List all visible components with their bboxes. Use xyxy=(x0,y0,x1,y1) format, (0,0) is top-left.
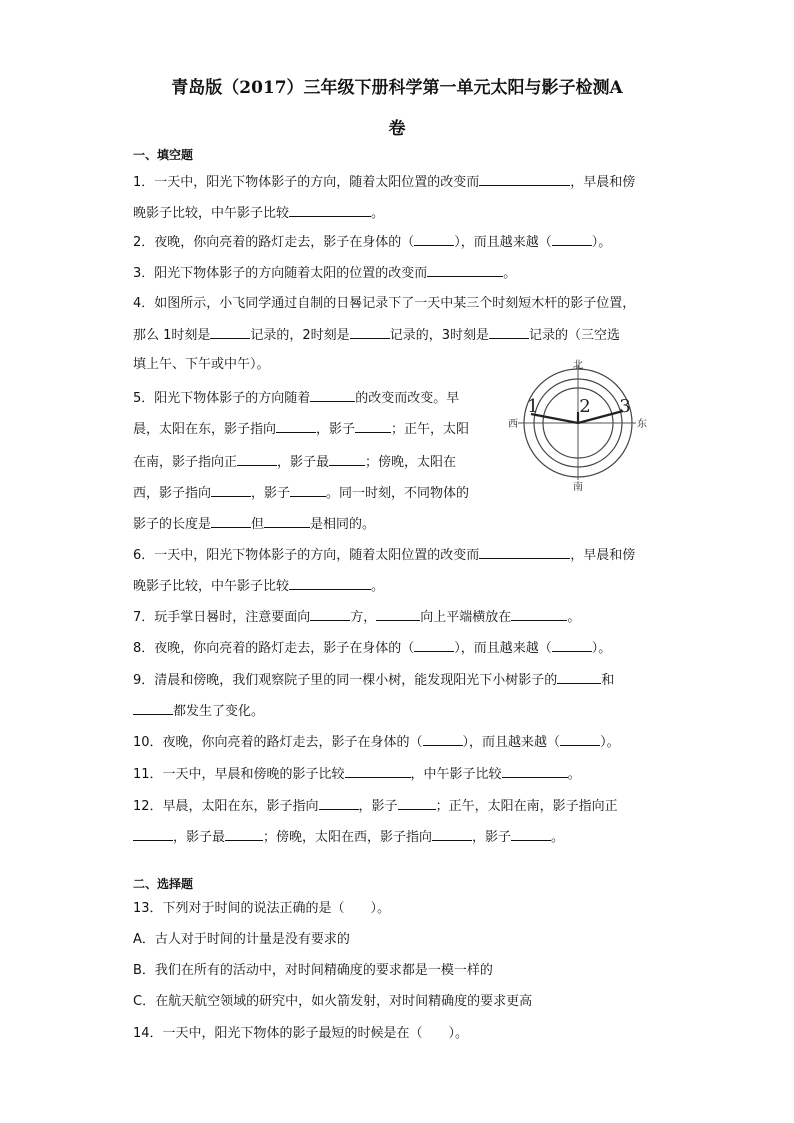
answer-blank[interactable] xyxy=(511,608,567,621)
q11-text-a: 11．一天中，早晨和傍晚的影子比较 xyxy=(133,767,345,782)
q5-text-j: ，影子 xyxy=(251,486,291,501)
q5-text-g: ，影子最 xyxy=(277,455,330,470)
answer-blank[interactable] xyxy=(479,173,570,186)
question-9-line1 xyxy=(133,671,614,690)
answer-blank[interactable] xyxy=(557,671,601,684)
question-5-line5 xyxy=(133,515,375,534)
answer-blank[interactable] xyxy=(560,733,600,746)
q7-text-d: 。 xyxy=(567,610,581,625)
answer-blank[interactable] xyxy=(432,828,472,841)
q6-text-d: 。 xyxy=(371,579,385,594)
q1-text-a: 1．一天中，阳光下物体影子的方向，随着太阳位置的改变而 xyxy=(133,175,480,190)
q5-text-c: 晨，太阳在东，影子指向 xyxy=(133,422,277,437)
q2-text-a: 2．夜晚，你向亮着的路灯走去，影子在身体的（ xyxy=(133,235,415,250)
question-5-line4 xyxy=(133,484,469,503)
answer-blank[interactable] xyxy=(133,828,173,841)
q6-text-b: ，早晨和傍 xyxy=(570,548,636,563)
q1-text-b: ，早晨和傍 xyxy=(570,175,636,190)
question-1-line2 xyxy=(133,204,384,223)
q8-text-c: ）。 xyxy=(591,641,612,656)
q6-text-a: 6．一天中，阳光下物体影子的方向，随着太阳位置的改变而 xyxy=(133,548,480,563)
q1-text-c: 晚影子比较，中午影子比较 xyxy=(133,206,290,221)
label-west: 西 xyxy=(508,419,518,430)
answer-blank[interactable] xyxy=(414,639,454,652)
q4-text-b: 那么 1时刻是 xyxy=(133,328,211,343)
question-4-line2 xyxy=(133,326,620,345)
mark-1: 1 xyxy=(527,396,539,417)
answer-blank[interactable] xyxy=(511,828,551,841)
answer-blank[interactable] xyxy=(276,420,316,433)
answer-blank[interactable] xyxy=(350,326,390,339)
question-13-option-a[interactable]: A．古人对于时间的计量是没有要求的 xyxy=(133,932,350,947)
answer-blank[interactable] xyxy=(414,233,454,246)
q12-text-a: 12．早晨，太阳在东，影子指向 xyxy=(133,799,319,814)
mark-2: 2 xyxy=(579,396,591,417)
q12-text-f: ，影子 xyxy=(472,830,512,845)
question-1-line1 xyxy=(133,173,635,192)
section2-heading: 二、选择题 xyxy=(133,877,194,891)
question-10 xyxy=(133,733,620,752)
q10-text-a: 10．夜晚，你向亮着的路灯走去，影子在身体的（ xyxy=(133,735,423,750)
q12-text-c: ；正午，太阳在南，影子指向正 xyxy=(435,799,618,814)
q5-text-m: 但 xyxy=(251,517,265,532)
q2-text-b: ），而且越来越（ xyxy=(454,235,552,250)
answer-blank[interactable] xyxy=(211,484,251,497)
question-9-line2 xyxy=(133,702,264,721)
label-south: 南 xyxy=(573,482,583,493)
answer-blank[interactable] xyxy=(376,608,420,621)
q5-text-d: ，影子 xyxy=(316,422,356,437)
question-13: 13．下列对于时间的说法正确的是（ ）。 xyxy=(133,901,391,916)
question-3 xyxy=(133,264,516,283)
question-11 xyxy=(133,765,581,784)
answer-blank[interactable] xyxy=(289,204,371,217)
q7-text-b: 方， xyxy=(350,610,377,625)
mark-3: 3 xyxy=(619,396,631,417)
answer-blank[interactable] xyxy=(355,420,391,433)
q9-text-c: 都发生了变化。 xyxy=(173,704,265,719)
question-2 xyxy=(133,233,611,252)
answer-blank[interactable] xyxy=(310,389,355,402)
question-12-line1 xyxy=(133,797,618,816)
answer-blank[interactable] xyxy=(290,484,326,497)
q12-text-g: 。 xyxy=(551,830,565,845)
q1-text-d: 。 xyxy=(371,206,385,221)
q4-text-f: 填上午、下午或中午）。 xyxy=(133,357,270,372)
answer-blank[interactable] xyxy=(329,453,365,466)
question-5-line2 xyxy=(133,420,469,439)
sundial-diagram xyxy=(500,356,670,496)
question-7 xyxy=(133,608,580,627)
answer-blank[interactable] xyxy=(319,797,359,810)
q8-text-b: ），而且越来越（ xyxy=(454,641,552,656)
answer-blank[interactable] xyxy=(552,233,592,246)
document-title-line2: 卷 xyxy=(388,119,406,139)
q3-text-a: 3．阳光下物体影子的方向随着太阳的位置的改变而 xyxy=(133,266,428,281)
q4-text-c: 记录的，2时刻是 xyxy=(250,328,350,343)
answer-blank[interactable] xyxy=(552,639,592,652)
answer-blank[interactable] xyxy=(225,828,263,841)
label-north: 北 xyxy=(573,360,583,371)
answer-blank[interactable] xyxy=(289,577,371,590)
answer-blank[interactable] xyxy=(210,326,250,339)
q12-text-d: ，影子最 xyxy=(173,830,226,845)
q8-text-a: 8．夜晚，你向亮着的路灯走去，影子在身体的（ xyxy=(133,641,415,656)
q5-text-i: 西，影子指向 xyxy=(133,486,212,501)
q3-text-b: 。 xyxy=(503,266,517,281)
q10-text-c: ）。 xyxy=(600,735,620,750)
answer-blank[interactable] xyxy=(479,546,570,559)
question-5-line3 xyxy=(133,453,456,472)
answer-blank[interactable] xyxy=(264,515,310,528)
q5-text-h: ；傍晚，太阳在 xyxy=(365,455,457,470)
answer-blank[interactable] xyxy=(211,515,251,528)
q5-text-n: 是相同的。 xyxy=(310,517,376,532)
q4-text-e: 记录的（三空选 xyxy=(528,328,620,343)
answer-blank[interactable] xyxy=(423,733,463,746)
answer-blank[interactable] xyxy=(310,608,350,621)
q7-text-c: 向上平端横放在 xyxy=(420,610,512,625)
answer-blank[interactable] xyxy=(237,453,277,466)
q5-text-k: 。同一时刻，不同物体的 xyxy=(326,486,470,501)
answer-blank[interactable] xyxy=(398,797,436,810)
q11-text-b: ，中午影子比较 xyxy=(410,767,502,782)
section1-heading: 一、填空题 xyxy=(133,148,194,162)
question-4-line1 xyxy=(133,295,635,313)
q5-text-f: 在南，影子指向正 xyxy=(133,455,238,470)
answer-blank[interactable] xyxy=(502,765,568,778)
question-5-line1 xyxy=(133,389,459,408)
q9-text-a: 9．清晨和傍晚，我们观察院子里的同一棵小树，能发现阳光下小树影子的 xyxy=(133,673,558,688)
question-6-line1 xyxy=(133,546,635,565)
answer-blank[interactable] xyxy=(427,264,503,277)
q10-text-b: ），而且越来越（ xyxy=(462,735,561,750)
question-13-option-b[interactable]: B．我们在所有的活动中，对时间精确度的要求都是一模一样的 xyxy=(133,963,493,978)
question-13-option-c[interactable]: C．在航天航空领域的研究中，如火箭发射，对时间精确度的要求更高 xyxy=(133,994,533,1009)
q5-text-b: 的改变而改变。早 xyxy=(355,391,460,406)
question-6-line2 xyxy=(133,577,384,596)
q5-text-l: 影子的长度是 xyxy=(133,517,212,532)
question-8 xyxy=(133,639,611,658)
q12-text-b: ，影子 xyxy=(358,799,398,814)
q7-text-a: 7．玩手掌日晷时，注意要面向 xyxy=(133,610,311,625)
q5-text-a: 5．阳光下物体影子的方向随着 xyxy=(133,391,311,406)
answer-blank[interactable] xyxy=(133,702,173,715)
answer-blank[interactable] xyxy=(345,765,411,778)
q5-text-e: ；正午，太阳 xyxy=(391,422,470,437)
q9-text-b: 和 xyxy=(601,673,615,688)
document-title-line1: 青岛版（2017）三年级下册科学第一单元太阳与影子检测A xyxy=(171,78,623,98)
sundial-svg xyxy=(500,356,670,496)
q4-text-d: 记录的，3时刻是 xyxy=(389,328,489,343)
question-14: 14．一天中，阳光下物体的影子最短的时候是在（ ）。 xyxy=(133,1026,469,1041)
question-4-line3 xyxy=(133,356,270,374)
q11-text-c: 。 xyxy=(567,767,581,782)
label-east: 东 xyxy=(637,419,647,430)
q12-text-e: ；傍晚，太阳在西，影子指向 xyxy=(263,830,433,845)
q4-text-a: 4．如图所示，小飞同学通过自制的日晷记录下了一天中某三个时刻短木杆的影子位置， xyxy=(133,296,636,311)
question-12-line2 xyxy=(133,828,564,847)
q2-text-c: ）。 xyxy=(591,235,612,250)
q6-text-c: 晚影子比较，中午影子比较 xyxy=(133,579,290,594)
answer-blank[interactable] xyxy=(489,326,529,339)
